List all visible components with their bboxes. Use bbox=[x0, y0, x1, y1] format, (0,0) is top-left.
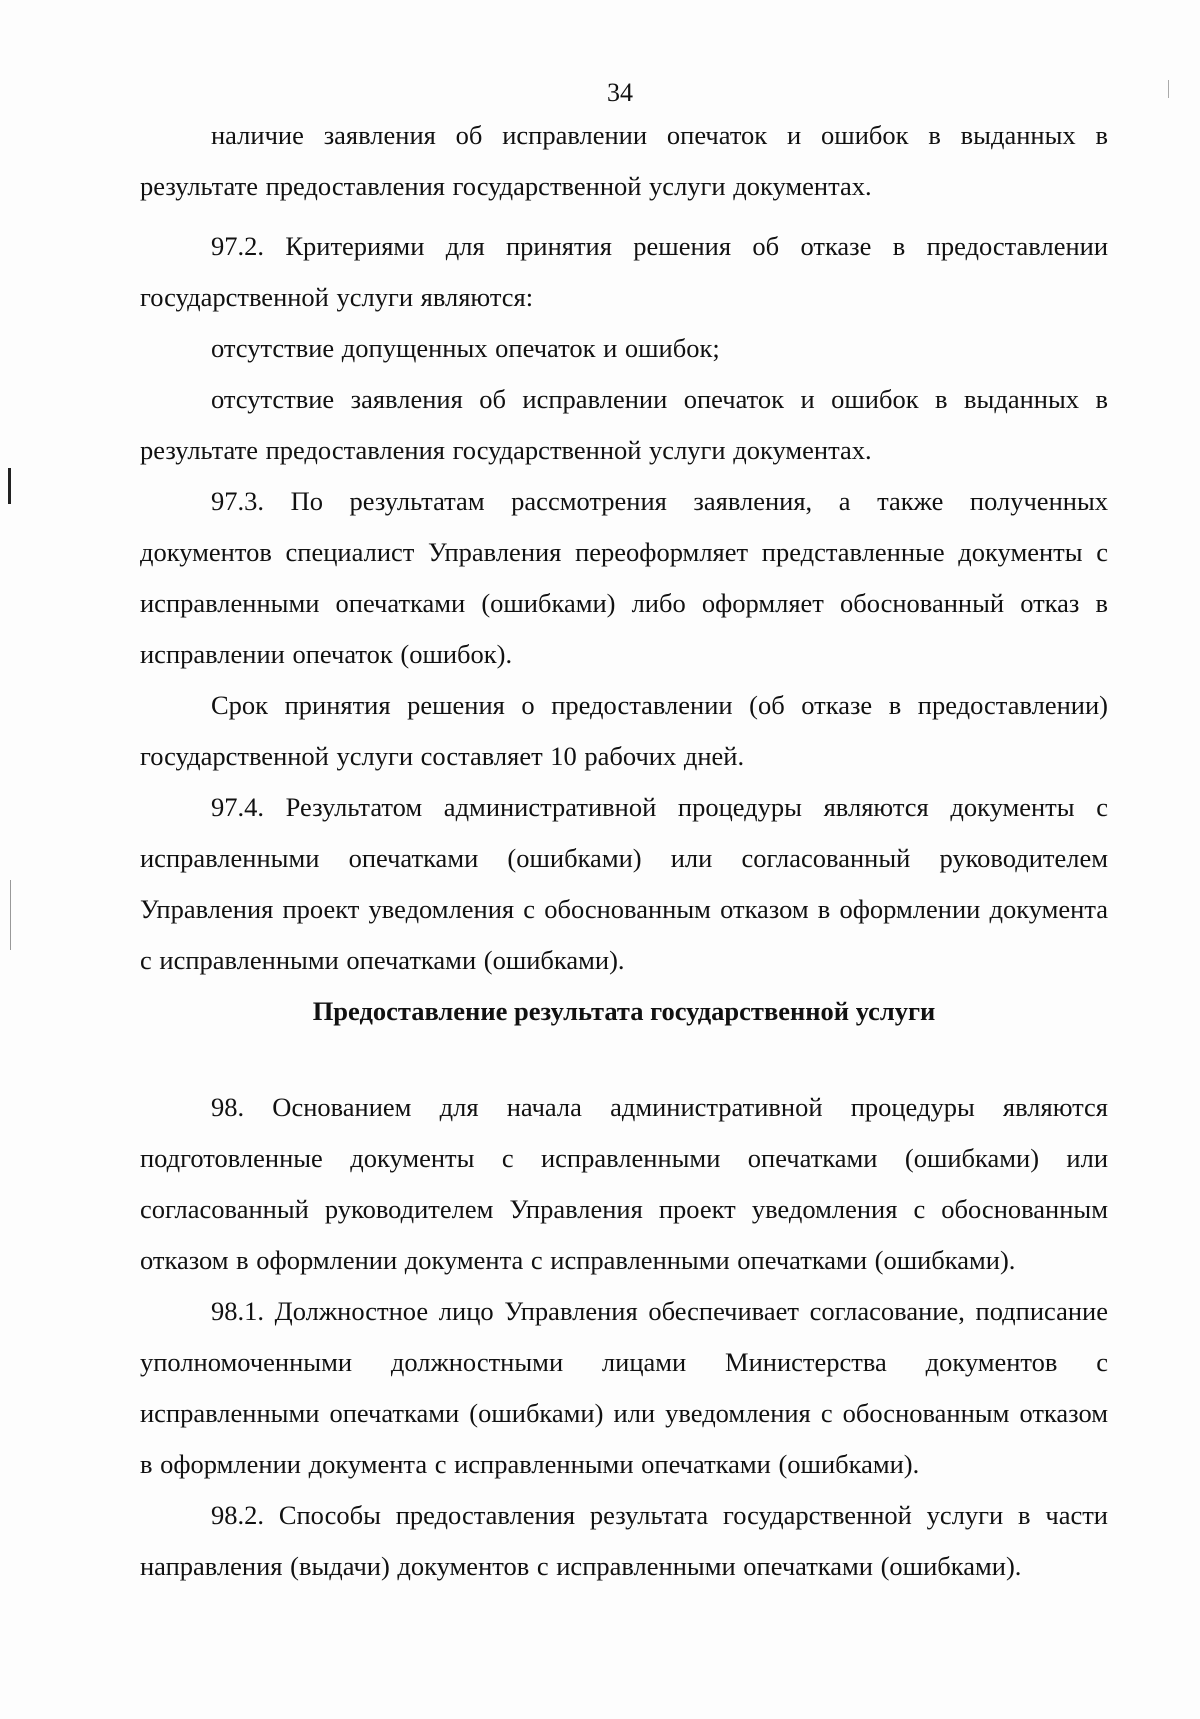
paragraph: 97.3. По результатам рассмотрения заявления, а также полученных документов специалист Управления переоформляет представленные документы с исправленными опечатками (ошибками) либо оформляет обоснованный отказ в исправлении опечаток (ошибок). bbox=[140, 486, 1108, 669]
section-heading: Предоставление результата государственной услуги bbox=[312, 996, 936, 1026]
paragraph: отсутствие заявления об исправлении опечаток и ошибок в выданных в результате предоставления государственной услуги документах. bbox=[140, 384, 1108, 465]
scan-artifact bbox=[1168, 80, 1169, 98]
document-body bbox=[140, 110, 1108, 1592]
scan-artifact bbox=[8, 468, 11, 504]
paragraph: отсутствие допущенных опечаток и ошибок; bbox=[211, 333, 720, 363]
paragraph: 97.2. Критериями для принятия решения об отказе в предоставлении государственной услуги являются: bbox=[140, 231, 1108, 312]
paragraph: 98. Основанием для начала административной процедуры являются подготовленные документы с исправленными опечатками (ошибками) или согласованный руководителем Управления проект уведомления с обоснованным отказом в оформлении документа с исправленными опечатками (ошибками). bbox=[140, 1092, 1108, 1275]
paragraph: 98.2. Способы предоставления результата государственной услуги в части направления (выдачи) документов с исправленными опечатками (ошибками). bbox=[140, 1500, 1108, 1581]
paragraph: наличие заявления об исправлении опечаток и ошибок в выданных в результате предоставления государственной услуги документах. bbox=[140, 120, 1108, 201]
paragraph: Срок принятия решения о предоставлении (об отказе в предоставлении) государственной услуги составляет 10 рабочих дней. bbox=[140, 690, 1108, 771]
scan-artifact bbox=[10, 880, 11, 950]
paragraph: 97.4. Результатом административной процедуры являются документы с исправленными опечатками (ошибками) или согласованный руководителем Управления проект уведомления с обоснованным отказом в оформлении документа с исправленными опечатками (ошибками). bbox=[140, 792, 1108, 975]
page-number: 34 bbox=[607, 78, 633, 107]
paragraph: 98.1. Должностное лицо Управления обеспечивает согласование, подписание уполномоченными должностными лицами Министерства документов с исправленными опечатками (ошибками) или уведомления с обоснованным отказом в оформлении документа с исправленными опечатками (ошибками). bbox=[140, 1296, 1108, 1479]
